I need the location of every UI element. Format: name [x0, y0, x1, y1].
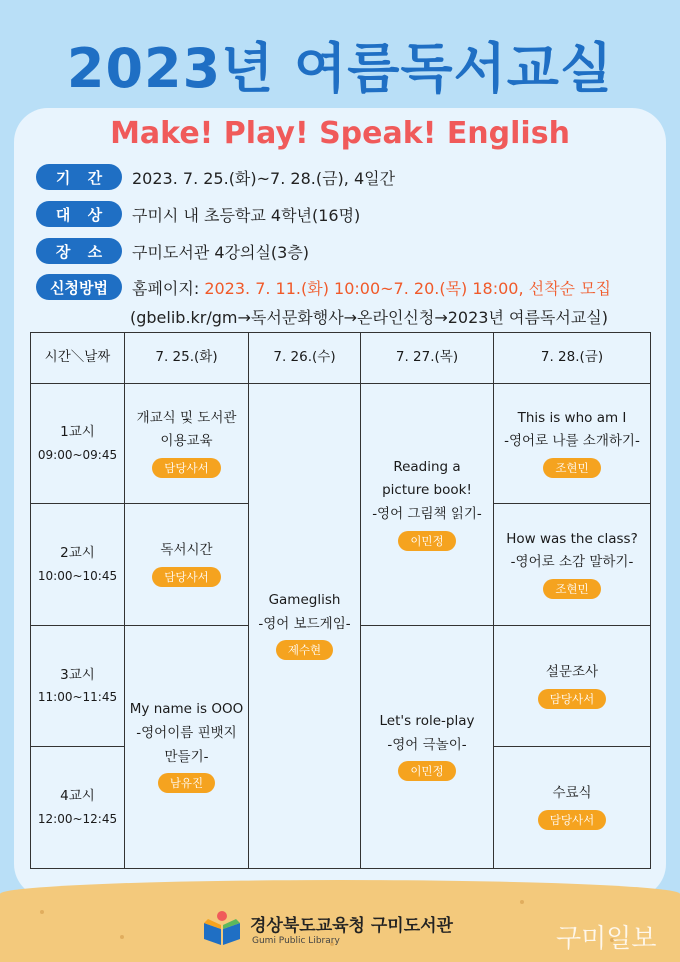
cell-day4-p2 — [494, 504, 651, 626]
cell-text: -영어로 소감 말하기- — [510, 554, 634, 571]
period-row-1 — [31, 384, 651, 504]
info-value-apply — [132, 276, 611, 299]
footer-logo — [200, 906, 453, 950]
sand-dot — [120, 935, 124, 939]
cell-text: This is who am I — [517, 409, 627, 426]
info-target — [36, 201, 360, 227]
cell-text: -영어로 나를 소개하기- — [504, 433, 640, 450]
period-2-cell — [31, 504, 125, 626]
cell-day3-p12 — [361, 384, 494, 626]
header-day-3: 7. 27.(목) — [361, 333, 494, 384]
header-day-1: 7. 25.(화) — [125, 333, 249, 384]
open-book-icon — [200, 909, 244, 947]
cell-day1-p1 — [125, 384, 249, 504]
cell-day3-p34 — [361, 626, 494, 869]
cell-day4-p4 — [494, 747, 651, 869]
info-place — [36, 238, 309, 264]
instructor-badge: 제수현 — [276, 640, 333, 660]
instructor-badge: 담당사서 — [538, 689, 606, 709]
cell-text: My name is OOO — [129, 701, 244, 718]
instructor-badge: 조현민 — [543, 458, 600, 478]
period-1-cell — [31, 384, 125, 504]
period-1-time: 09:00~09:45 — [37, 447, 118, 462]
cell-text: Gameglish — [268, 592, 341, 609]
info-period — [36, 164, 395, 190]
period-4-name: 4교시 — [60, 788, 95, 805]
instructor-badge: 남유진 — [158, 773, 215, 793]
instructor-badge: 이민정 — [398, 761, 455, 781]
instructor-badge: 조현민 — [543, 579, 600, 599]
info-value-period: 2023. 7. 25.(화)~7. 28.(금), 4일간 — [132, 168, 396, 188]
period-3-cell — [31, 626, 125, 747]
cell-text: picture book! — [382, 482, 472, 499]
info-value-place: 구미도서관 4강의실(3층) — [132, 242, 310, 262]
cell-text: -영어 극놀이- — [387, 736, 467, 753]
period-1-name: 1교시 — [60, 424, 95, 441]
cell-day1-p34 — [125, 626, 249, 869]
period-2-time: 10:00~10:45 — [37, 568, 118, 583]
period-3-name: 3교시 — [60, 666, 95, 683]
cell-day4-p1 — [494, 384, 651, 504]
footer-org-name: 경상북도교육청 구미도서관 — [250, 915, 453, 936]
sand-dot — [520, 900, 524, 904]
header-time-date: 시간＼날짜 — [31, 333, 125, 384]
info-label-target: 대 상 — [36, 201, 122, 227]
info-apply — [36, 274, 611, 300]
info-value-target: 구미시 내 초등학교 4학년(16명) — [132, 205, 361, 225]
cell-text: 만들기- — [164, 748, 209, 765]
cell-day4-p3 — [494, 626, 651, 747]
header-day-4: 7. 28.(금) — [494, 333, 651, 384]
sand-dot — [40, 910, 44, 914]
info-label-period: 기 간 — [36, 164, 122, 190]
apply-period: 2023. 7. 11.(화) 10:00~7. 20.(목) 18:00, 선착순 모집 — [204, 278, 612, 298]
period-4-cell — [31, 747, 125, 869]
cell-text: Let's role-play — [379, 713, 475, 730]
instructor-badge: 담당사서 — [538, 810, 606, 830]
header-day-2: 7. 26.(수) — [249, 333, 361, 384]
cell-day2-all — [249, 384, 361, 869]
footer-org-english: Gumi Public Library — [252, 935, 340, 946]
schedule-table — [30, 332, 651, 869]
period-4-time: 12:00~12:45 — [37, 811, 118, 826]
cell-text: How was the class? — [506, 530, 638, 547]
cell-text: 수료식 — [552, 785, 592, 802]
cell-text: Reading a — [393, 458, 461, 475]
cell-text: 이용교육 — [160, 433, 213, 450]
info-label-place: 장 소 — [36, 238, 122, 264]
subtitle: Make! Play! Speak! English — [110, 116, 570, 151]
apply-path: (gbelib.kr/gm→독서문화행사→온라인신청→2023년 여름독서교실) — [130, 308, 608, 327]
cell-text: -영어 보드게임- — [258, 615, 351, 632]
cell-text: -영어이름 핀뱃지 — [136, 724, 237, 741]
cell-day1-p2 — [125, 504, 249, 626]
period-3-time: 11:00~11:45 — [37, 690, 118, 705]
instructor-badge: 담당사서 — [152, 458, 220, 478]
info-label-apply: 신청방법 — [36, 274, 122, 300]
cell-text: 설문조사 — [545, 663, 599, 680]
watermark: 구미일보 — [556, 924, 657, 954]
period-2-name: 2교시 — [60, 545, 95, 562]
page-title: 2023년 여름독서교실 — [66, 37, 614, 100]
cell-text: 독서시간 — [160, 542, 213, 559]
cell-text: -영어 그림책 읽기- — [372, 506, 482, 522]
schedule-header-row — [31, 333, 651, 384]
apply-prefix: 홈페이지: — [132, 278, 205, 298]
cell-text: 개교식 및 도서관 — [136, 409, 237, 426]
instructor-badge: 담당사서 — [152, 567, 220, 587]
instructor-badge: 이민정 — [398, 531, 455, 551]
